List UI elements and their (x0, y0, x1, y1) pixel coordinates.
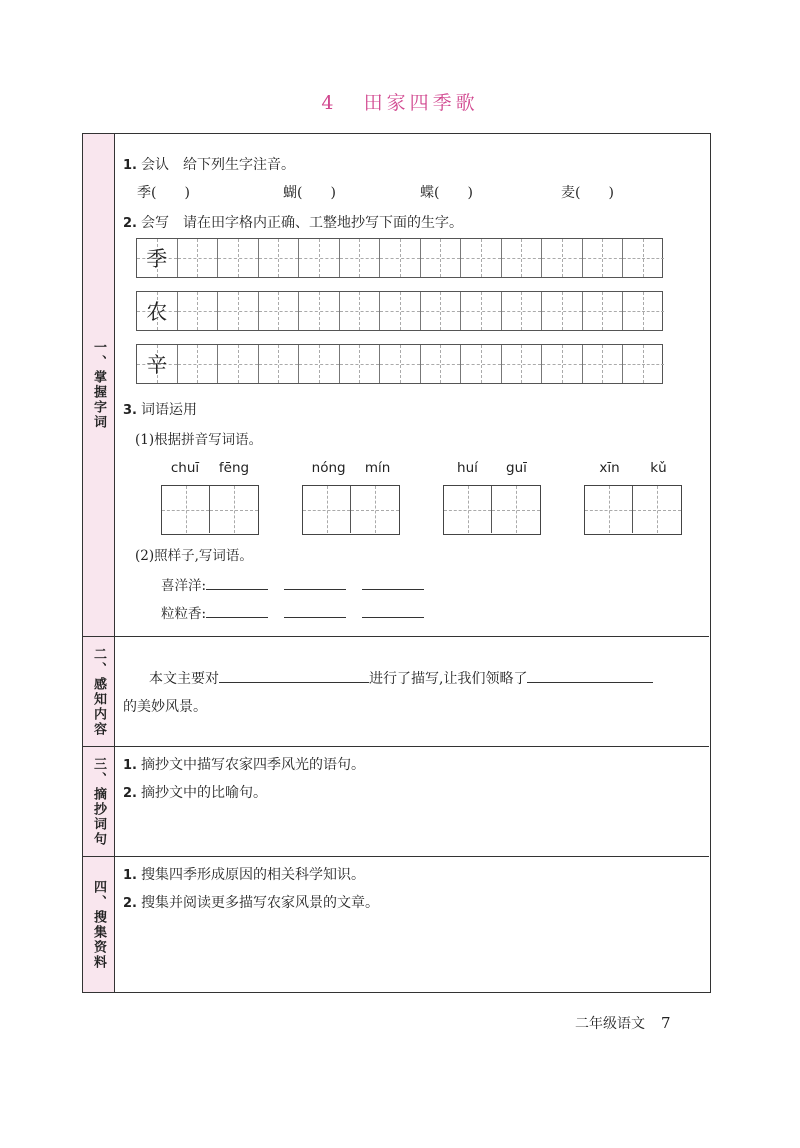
question-text: 摘抄文中描写农家四季风光的语句。 (140, 757, 365, 773)
section-excerpt (83, 747, 709, 857)
pinyin-syllable: huí (457, 460, 478, 476)
section-label: 一、掌握字词 (91, 340, 106, 430)
section-label-cell (83, 747, 115, 856)
question-text: 搜集四季形成原因的相关科学知识。 (140, 867, 365, 883)
pinyin-answer-field[interactable]: 季( ) (137, 185, 190, 201)
grid-cell[interactable] (218, 292, 259, 330)
example-word: 粒粒香: (161, 606, 207, 622)
model-character: 辛 (146, 353, 168, 377)
lesson-number: 4 (321, 92, 335, 114)
answer-blank[interactable] (219, 669, 369, 683)
section-label-cell (83, 637, 115, 746)
page-number: 7 (661, 1014, 671, 1032)
answer-box[interactable] (633, 486, 681, 533)
grid-cell[interactable] (137, 345, 178, 383)
question-3 (123, 399, 197, 419)
section-label: 三、摘抄词句 (91, 756, 106, 847)
question-text: 词语运用 (140, 402, 197, 418)
grid-cell[interactable] (461, 239, 502, 277)
pinyin-syllable: kǔ (650, 460, 667, 476)
question-text: 会写 请在田字格内正确、工整地抄写下面的生字。 (140, 215, 463, 231)
writing-grid-row[interactable] (136, 291, 663, 331)
answer-boxes[interactable] (161, 485, 259, 535)
grid-cell[interactable] (299, 345, 340, 383)
grid-cell[interactable] (340, 239, 381, 277)
answer-boxes[interactable] (302, 485, 400, 535)
answer-blank[interactable] (206, 604, 268, 618)
question-1 (123, 154, 295, 174)
sentence-text: 的美妙风景。 (123, 699, 207, 715)
answer-box[interactable] (162, 486, 210, 533)
question-text: 会认 给下列生字注音。 (140, 157, 295, 173)
answer-blank[interactable] (527, 669, 653, 683)
grid-cell[interactable] (623, 292, 664, 330)
section-content (115, 857, 709, 992)
grid-cell[interactable] (299, 239, 340, 277)
answer-boxes[interactable] (584, 485, 682, 535)
grid-cell[interactable] (542, 292, 583, 330)
pinyin-answer-field[interactable]: 蝶( ) (420, 185, 473, 201)
grid-cell[interactable] (542, 239, 583, 277)
pinyin-syllable: guī (506, 460, 527, 476)
grid-cell[interactable] (259, 292, 300, 330)
grid-cell[interactable] (380, 292, 421, 330)
pinyin-syllable: fēng (218, 460, 250, 476)
grid-cell[interactable] (259, 239, 300, 277)
writing-grid-row[interactable] (136, 238, 663, 278)
grid-cell[interactable] (502, 292, 543, 330)
answer-box[interactable] (444, 486, 492, 533)
example-word: 喜洋洋: (161, 578, 207, 594)
grid-cell[interactable] (461, 292, 502, 330)
answer-box[interactable] (210, 486, 258, 533)
question-number: 1. (123, 758, 137, 773)
page-footer (575, 1013, 671, 1033)
model-character: 季 (146, 247, 168, 271)
section-content (115, 134, 709, 636)
grid-cell[interactable] (218, 345, 259, 383)
grid-cell[interactable] (461, 345, 502, 383)
section-vocabulary (83, 134, 709, 637)
grid-cell[interactable] (380, 345, 421, 383)
question-2 (123, 892, 379, 912)
pinyin-syllable: mín (364, 460, 391, 476)
answer-blank[interactable] (284, 604, 346, 618)
worksheet-table (82, 133, 711, 993)
answer-box[interactable] (585, 486, 633, 533)
fill-in-line (149, 668, 653, 688)
lesson-title (0, 88, 800, 115)
grid-cell[interactable] (583, 345, 624, 383)
question-1 (123, 754, 365, 774)
grid-cell[interactable] (542, 345, 583, 383)
question-2 (123, 212, 463, 232)
question-3-part-1: (1)根据拼音写词语。 (135, 432, 263, 448)
lesson-name: 田家四季歌 (363, 92, 479, 114)
question-text: 摘抄文中的比喻句。 (140, 785, 267, 801)
grid-cell[interactable] (137, 239, 178, 277)
grid-cell[interactable] (502, 345, 543, 383)
example-row (161, 602, 424, 622)
grid-cell[interactable] (421, 292, 462, 330)
section-content-comprehension (83, 637, 709, 747)
grid-cell[interactable] (502, 239, 543, 277)
grid-cell[interactable] (259, 345, 300, 383)
grid-cell[interactable] (583, 292, 624, 330)
answer-blank[interactable] (362, 576, 424, 590)
question-number: 3. (123, 403, 137, 418)
question-number: 2. (123, 216, 137, 231)
grid-cell[interactable] (340, 292, 381, 330)
question-number: 1. (123, 868, 137, 883)
section-label: 四、搜集资料 (91, 879, 106, 970)
grid-cell[interactable] (340, 345, 381, 383)
grid-cell[interactable] (178, 292, 219, 330)
section-research (83, 857, 709, 992)
grid-cell[interactable] (137, 292, 178, 330)
model-character: 农 (146, 300, 168, 324)
pinyin-syllable: nóng (311, 460, 346, 476)
pinyin-syllable: xīn (599, 460, 620, 476)
section-label-cell (83, 857, 115, 992)
answer-blank[interactable] (284, 576, 346, 590)
grid-cell[interactable] (421, 239, 462, 277)
section-label-cell (83, 134, 115, 636)
question-number: 2. (123, 896, 137, 911)
grid-cell[interactable] (178, 345, 219, 383)
grid-cell[interactable] (380, 239, 421, 277)
answer-box[interactable] (351, 486, 399, 533)
section-content (115, 637, 709, 746)
sentence-text: 本文主要对 (149, 671, 219, 687)
question-1 (123, 864, 365, 884)
pinyin-answer-field[interactable]: 蝴( ) (283, 185, 336, 201)
grid-cell[interactable] (623, 239, 664, 277)
answer-box[interactable] (492, 486, 540, 533)
answer-box[interactable] (303, 486, 351, 533)
answer-boxes[interactable] (443, 485, 541, 535)
grid-cell[interactable] (623, 345, 664, 383)
grid-cell[interactable] (299, 292, 340, 330)
question-number: 1. (123, 158, 137, 173)
section-content (115, 747, 709, 856)
book-title: 二年级语文 (575, 1016, 645, 1032)
pinyin-syllable: chuī (170, 460, 200, 476)
grid-cell[interactable] (421, 345, 462, 383)
grid-cell[interactable] (583, 239, 624, 277)
example-row (161, 574, 424, 594)
answer-blank[interactable] (206, 576, 268, 590)
question-2 (123, 782, 267, 802)
section-label: 二、感知内容 (91, 646, 106, 737)
question-text: 搜集并阅读更多描写农家风景的文章。 (140, 895, 379, 911)
question-number: 2. (123, 786, 137, 801)
answer-blank[interactable] (362, 604, 424, 618)
question-3-part-2: (2)照样子,写词语。 (135, 548, 253, 564)
grid-cell[interactable] (218, 239, 259, 277)
writing-grid-row[interactable] (136, 344, 663, 384)
pinyin-answer-field[interactable]: 麦( ) (561, 185, 614, 201)
sentence-text: 进行了描写,让我们领略了 (369, 671, 528, 687)
grid-cell[interactable] (178, 239, 219, 277)
